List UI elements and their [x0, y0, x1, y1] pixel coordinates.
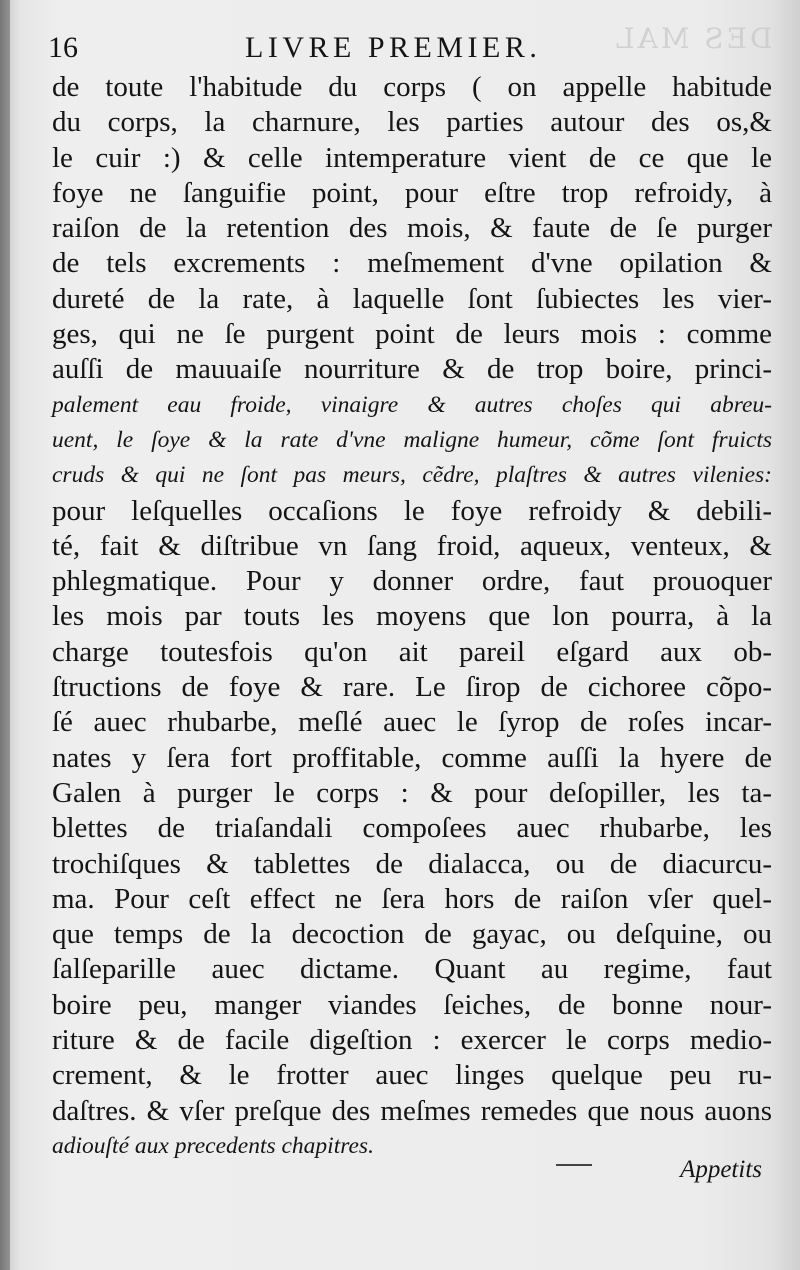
text-line: trochiſques & tablettes de dialacca, ou de diacurcu-: [52, 847, 772, 880]
gutter-shadow: [0, 0, 10, 1270]
text-line: du corps, la charnure, les parties autour des os,&: [52, 106, 772, 139]
show-through-top: DES MAL: [612, 22, 772, 55]
text-line: té, fait & diſtribue vn ſang froid, aqueux, venteux, &: [52, 529, 772, 562]
text-line: crement, & le frotter auec linges quelque peu ru-: [52, 1059, 772, 1092]
page-number: 16: [48, 31, 78, 64]
body-text: [52, 70, 772, 1164]
text-line: Galen à purger le corps : & pour deſopiller, les ta-: [52, 776, 772, 809]
text-line: raiſon de la retention des mois, & faute de ſe purger: [52, 212, 772, 245]
text-line: de toute l'habitude du corps ( on appelle habitude: [52, 71, 772, 103]
text-line: que temps de la decoction de gayac, ou deſquine, ou: [52, 918, 772, 951]
page-header: [0, 26, 800, 66]
text-line: de tels excrements : meſmement d'vne opilation &: [52, 247, 772, 280]
text-line: nates y ſera fort proffitable, comme auſſi la hyere de: [52, 741, 772, 774]
text-line: uent, le ſoye & la rate d'vne maligne humeur, cõme ſont fruicts: [52, 426, 772, 453]
text-line: daſtres. & vſer preſque des meſmes remedes que nous auons: [52, 1094, 772, 1127]
text-line: charge toutesfois qu'on ait pareil eſgard aux ob-: [52, 635, 772, 668]
text-line: ſalſeparille auec dictame. Quant au regime, faut: [52, 953, 772, 986]
text-line: adiouſté aux precedents chapitres.: [52, 1132, 374, 1159]
text-line: ma. Pour ceſt effect ne ſera hors de raiſon vſer quel-: [52, 882, 772, 915]
text-line: blettes de triaſandali compoſees auec rhubarbe, les: [52, 812, 772, 845]
text-line: dureté de la rate, à laquelle ſont ſubiectes les vier-: [52, 282, 772, 315]
text-line: palement eau froide, vinaigre & autres choſes qui abreu-: [52, 391, 772, 418]
text-line: ſtructions de foye & rare. Le ſirop de cichoree cõpo-: [52, 671, 772, 704]
text-line: cruds & qui ne ſont pas meurs, cẽdre, plaſtres & autres vilenies:: [52, 462, 772, 489]
text-line: riture & de facile digeſtion : exercer le corps medio-: [52, 1024, 772, 1057]
text-line: les mois par touts les moyens que lon pourra, à la: [52, 600, 772, 633]
text-line: boire peu, manger viandes ſeiches, de bonne nour-: [52, 988, 772, 1021]
text-line: phlegmatique. Pour y donner ordre, faut prouoquer: [52, 565, 772, 598]
text-line: le cuir :) & celle intemperature vient de ce que le: [52, 141, 772, 174]
text-line: pour leſquelles occaſions le foye refroidy & debili-: [52, 494, 772, 527]
text-line: ges, qui ne ſe purgent point de leurs mois : comme: [52, 318, 772, 351]
text-line: auſſi de mauuaiſe nourriture & de trop boire, princi-: [52, 353, 772, 386]
catchword: Appetits: [680, 1156, 762, 1183]
running-head: LIVRE PREMIER.: [245, 31, 542, 64]
text-line: foye ne ſanguifie point, pour eſtre trop refroidy, à: [52, 176, 772, 209]
text-line: ſé auec rhubarbe, meſlé auec le ſyrop de roſes incar-: [52, 706, 772, 739]
divider: [556, 1164, 592, 1166]
